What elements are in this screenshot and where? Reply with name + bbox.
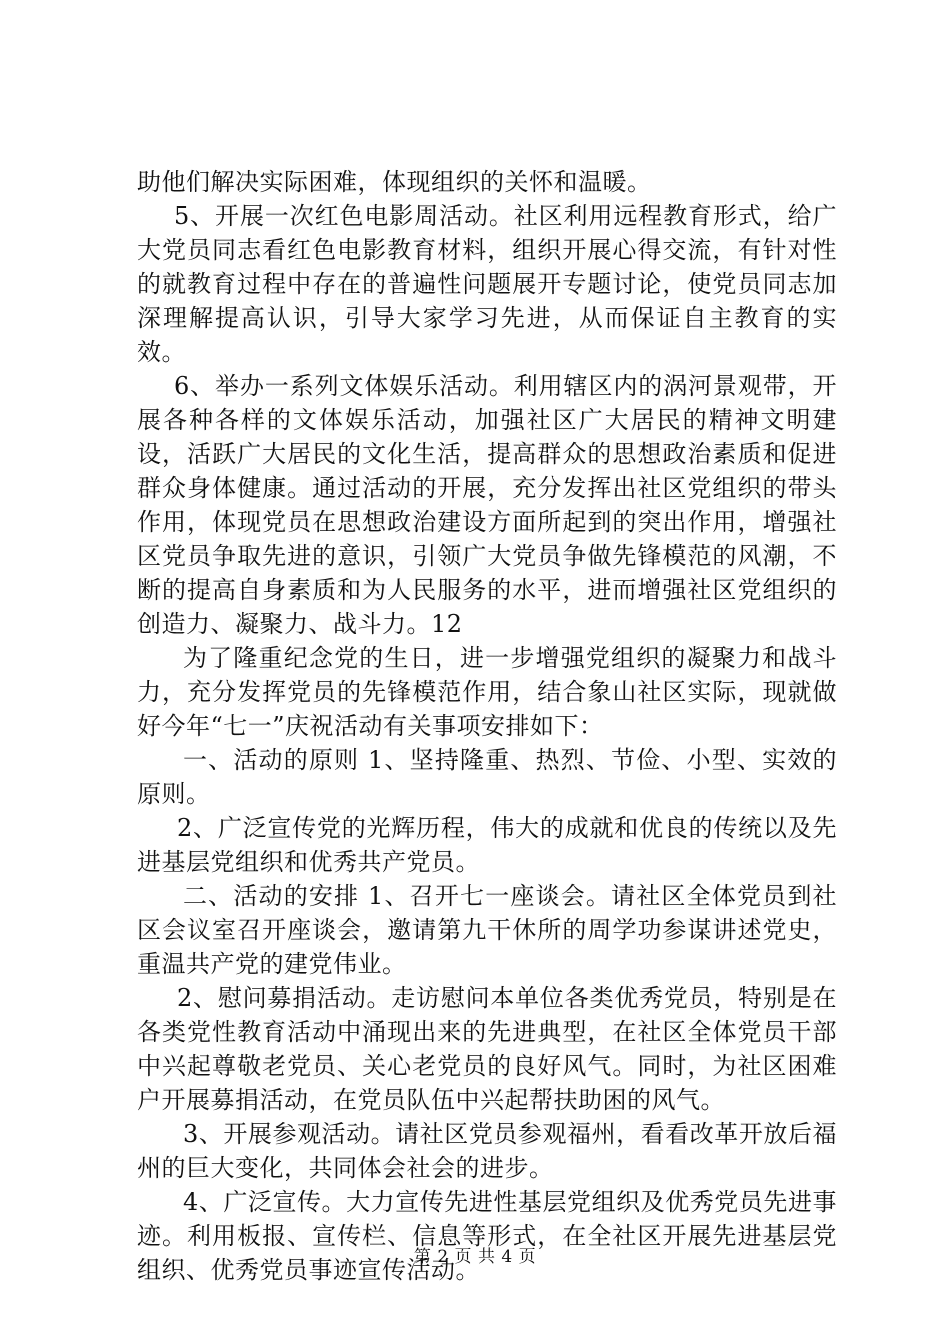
paragraph: 二、活动的安排 1、召开七一座谈会。请社区全体党员到社区会议室召开座谈会，邀请第九干休所的周学功参谋讲述党史，重温共产党的建党伟业。 <box>137 882 837 978</box>
paragraph: 2、慰问募捐活动。走访慰问本单位各类优秀党员，特别是在各类党性教育活动中涌现出来的先进典型，在社区全体党员干部中兴起尊敬老党员、关心老党员的良好风气。同时，为社区困难户开展募捐活动，在党员队伍中兴起帮扶助困的风气。 <box>137 984 837 1114</box>
page-number-footer: 第 2 页 共 4 页 <box>413 1247 537 1267</box>
paragraph: 2、广泛宣传党的光辉历程，伟大的成就和优良的传统以及先进基层党组织和优秀共产党员。 <box>137 814 837 876</box>
document-body <box>137 165 837 1287</box>
paragraph: 一、活动的原则 1、坚持隆重、热烈、节俭、小型、实效的原则。 <box>137 746 837 808</box>
paragraph: 助他们解决实际困难，体现组织的关怀和温暖。 <box>137 168 652 196</box>
paragraph: 4、广泛宣传。大力宣传先进性基层党组织及优秀党员先进事迹。利用板报、宣传栏、信息等形式，在全社区开展先进基层党组织、优秀党员事迹宣传活动。 <box>137 1188 837 1284</box>
paragraph: 为了隆重纪念党的生日，进一步增强党组织的凝聚力和战斗力，充分发挥党员的先锋模范作用，结合象山社区实际，现就做好今年“七一”庆祝活动有关事项安排如下： <box>137 644 837 740</box>
paragraph: 6、举办一系列文体娱乐活动。利用辖区内的涡河景观带，开展各种各样的文体娱乐活动，加强社区广大居民的精神文明建设，活跃广大居民的文化生活，提高群众的思想政治素质和促进群众身体健康。通过活动的开展，充分发挥出社区党组织的带头作用，体现党员在思想政治建设方面所起到的突出作用，增强社区党员争取先进的意识，引领广大党员争做先锋模范的风潮，不断的提高自身素质和为人民服务的水平，进而增强社区党组织的创造力、凝聚力、战斗力。12 <box>137 372 837 638</box>
paragraph: 5、开展一次红色电影周活动。社区利用远程教育形式，给广大党员同志看红色电影教育材料，组织开展心得交流，有针对性的就教育过程中存在的普遍性问题展开专题讨论，使党员同志加深理解提高认识，引导大家学习先进，从而保证自主教育的实效。 <box>137 202 837 366</box>
paragraph: 3、开展参观活动。请社区党员参观福州，看看改革开放后福州的巨大变化，共同体会社会的进步。 <box>137 1120 837 1182</box>
